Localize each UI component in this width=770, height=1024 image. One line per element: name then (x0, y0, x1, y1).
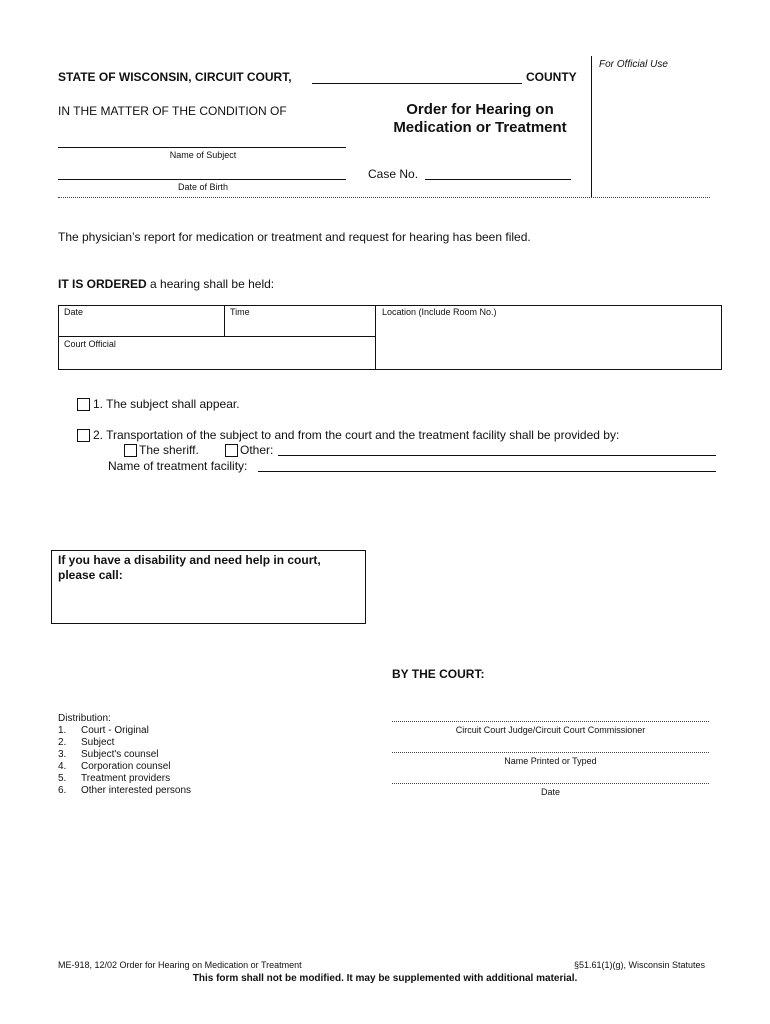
statute-footer: §51.61(1)(g), Wisconsin Statutes (573, 960, 705, 970)
it-is-ordered-rest: a hearing shall be held: (146, 277, 275, 291)
form-title-line1: Order for Hearing on (406, 101, 554, 118)
disability-line1: If you have a disability and need help in court, (58, 553, 321, 567)
other-checkbox[interactable] (225, 444, 238, 457)
list-item (58, 737, 191, 749)
header-separator (58, 197, 710, 198)
judge-signature-line[interactable] (392, 721, 709, 722)
county-label: COUNTY (526, 70, 577, 84)
hearing-date-label: Date (64, 307, 84, 317)
disability-line2: please call: (58, 568, 123, 582)
list-item-number: 5. (58, 773, 67, 784)
disability-text (58, 553, 321, 583)
hearing-time-label: Time (230, 307, 250, 317)
report-filed-text: The physician’s report for medication or treatment and request for hearing has been filed. (58, 230, 531, 244)
judge-signature-label: Circuit Court Judge/Circuit Court Commissioner (455, 725, 646, 735)
list-item (58, 749, 191, 761)
list-item (58, 761, 191, 773)
list-item-text: Subject's counsel (81, 749, 159, 760)
modification-notice: This form shall not be modified. It may be supplemented with additional material. (192, 973, 578, 984)
other-label: Other: (240, 443, 274, 457)
list-item-number: 3. (58, 749, 67, 760)
hearing-table-col-divider-1 (224, 305, 225, 336)
case-no-label: Case No. (368, 167, 419, 181)
date-of-birth-label: Date of Birth (177, 182, 229, 192)
list-item-number: 6. (58, 785, 67, 796)
list-item-text: Corporation counsel (81, 761, 171, 772)
hearing-location-label: Location (Include Room No.) (382, 307, 497, 317)
subject-appear-label: 1. The subject shall appear. (93, 397, 240, 411)
county-field[interactable] (312, 69, 522, 84)
form-id-footer: ME-918, 12/02 Order for Hearing on Medication or Treatment (58, 960, 302, 970)
sheriff-checkbox[interactable] (124, 444, 137, 457)
it-is-ordered (58, 277, 274, 291)
list-item (58, 785, 191, 797)
official-use-label: For Official Use (599, 59, 668, 70)
case-no-field[interactable] (425, 165, 571, 180)
transportation-label: 2. Transportation of the subject to and from the court and the treatment facility shall be provided by: (93, 428, 620, 442)
form-title-line2: Medication or Treatment (393, 119, 567, 136)
list-item-text: Subject (81, 737, 115, 748)
other-field[interactable] (278, 442, 716, 456)
subject-name-field[interactable] (58, 133, 346, 148)
signature-date-label: Date (540, 787, 560, 797)
date-of-birth-field[interactable] (58, 165, 346, 180)
list-item-number: 4. (58, 761, 67, 772)
it-is-ordered-bold: IT IS ORDERED (58, 277, 147, 291)
sheriff-label: The sheriff. (139, 443, 199, 457)
hearing-table-row-divider (58, 336, 375, 337)
hearing-table-col-divider-2 (375, 305, 376, 369)
official-use-divider (591, 56, 592, 197)
state-court-label: STATE OF WISCONSIN, CIRCUIT COURT, (58, 70, 292, 84)
list-item-number: 1. (58, 725, 67, 736)
list-item-number: 2. (58, 737, 67, 748)
by-the-court-label: BY THE COURT: (392, 667, 485, 681)
distribution-list (58, 713, 191, 797)
in-the-matter-label: IN THE MATTER OF THE CONDITION OF (58, 104, 287, 118)
name-of-subject-label: Name of Subject (169, 150, 237, 160)
name-printed-line[interactable] (392, 752, 709, 753)
treatment-facility-field[interactable] (258, 458, 716, 472)
transportation-checkbox[interactable] (77, 429, 90, 442)
list-item-text: Treatment providers (81, 773, 171, 784)
list-item (58, 773, 191, 785)
distribution-heading: Distribution: (58, 713, 111, 724)
treatment-facility-label: Name of treatment facility: (108, 459, 248, 473)
list-item (58, 725, 191, 737)
signature-date-line[interactable] (392, 783, 709, 784)
court-official-label: Court Official (64, 339, 116, 349)
name-printed-label: Name Printed or Typed (504, 756, 597, 766)
form-title (370, 101, 590, 137)
list-item-text: Other interested persons (81, 785, 192, 796)
subject-appear-checkbox[interactable] (77, 398, 90, 411)
list-item-text: Court - Original (81, 725, 149, 736)
